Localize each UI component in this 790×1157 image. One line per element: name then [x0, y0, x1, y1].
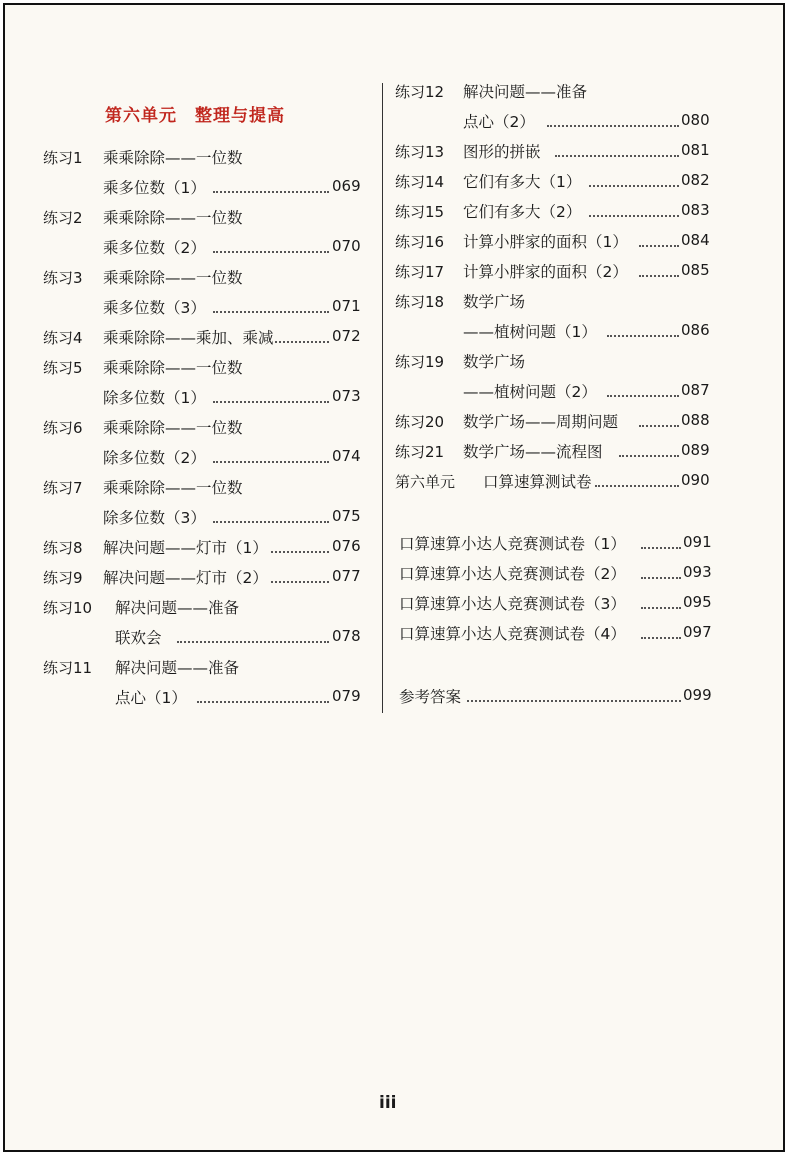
toc-entry-number: 第六单元: [395, 473, 456, 491]
toc-entry-title: 它们有多大（1）: [463, 173, 582, 191]
toc-entry-number: 练习21: [395, 443, 445, 461]
column-divider: [382, 83, 383, 713]
toc-entry-page: 071: [332, 297, 361, 315]
toc-entry-page: 081: [681, 141, 710, 159]
toc-entry-number: 练习1: [43, 149, 83, 167]
toc-entry-page: 093: [683, 563, 712, 581]
toc-entry-number: 练习9: [43, 569, 83, 587]
dot-leader: [213, 461, 329, 463]
toc-entry-number: 练习6: [43, 419, 83, 437]
toc-entry-page: 082: [681, 171, 710, 189]
toc-entry-title-cont: 乘多位数（2）: [103, 239, 206, 257]
toc-entry-page: 086: [681, 321, 710, 339]
toc-entry-title: 乘乘除除——一位数: [103, 209, 243, 227]
dot-leader: [589, 215, 679, 217]
toc-entry-title: 数学广场: [463, 293, 526, 311]
toc-entry-title: 图形的拼嵌: [463, 143, 541, 161]
toc-entry-page: 085: [681, 261, 710, 279]
toc-entry-title: 乘乘除除——一位数: [103, 359, 243, 377]
toc-entry-page: 090: [681, 471, 710, 489]
unit-title-name: 整理与提高: [195, 106, 285, 126]
toc-entry-title-cont: 点心（2）: [463, 113, 535, 131]
dot-leader: [177, 641, 329, 643]
toc-entry-title-cont: 点心（1）: [115, 689, 187, 707]
toc-entry-page: 070: [332, 237, 361, 255]
toc-entry-page: 097: [683, 623, 712, 641]
toc-entry-page: 073: [332, 387, 361, 405]
toc-entry-page: 083: [681, 201, 710, 219]
dot-leader: [641, 547, 681, 549]
toc-entry-number: 练习20: [395, 413, 445, 431]
toc-entry-title: 解决问题——灯市（2）: [103, 569, 268, 587]
toc-entry-title-cont: 除多位数（1）: [103, 389, 206, 407]
toc-entry-page: 095: [683, 593, 712, 611]
toc-entry-number: 练习2: [43, 209, 83, 227]
unit-title: [105, 101, 285, 126]
toc-entry-page: 072: [332, 327, 361, 345]
toc-entry-page: 077: [332, 567, 361, 585]
dot-leader: [467, 700, 681, 702]
toc-entry-title: 口算速算小达人竞赛测试卷（1）: [399, 535, 626, 553]
toc-entry-number: 练习4: [43, 329, 83, 347]
toc-entry-number: 练习10: [43, 599, 93, 617]
toc-page: [3, 3, 785, 1152]
toc-entry-title: 计算小胖家的面积（1）: [463, 233, 628, 251]
toc-entry-page: 088: [681, 411, 710, 429]
toc-entry-title: 乘乘除除——一位数: [103, 149, 243, 167]
toc-entry-number: 练习12: [395, 83, 445, 101]
toc-entry-title: 乘乘除除——一位数: [103, 269, 243, 287]
unit-title-number: 第六单元: [105, 106, 177, 126]
toc-entry-page: 080: [681, 111, 710, 129]
toc-entry-title: 解决问题——灯市（1）: [103, 539, 268, 557]
dot-leader: [607, 335, 679, 337]
toc-entry-title: 它们有多大（2）: [463, 203, 582, 221]
toc-entry-number: 练习5: [43, 359, 83, 377]
dot-leader: [641, 607, 681, 609]
dot-leader: [619, 455, 679, 457]
toc-entry-number: 练习17: [395, 263, 445, 281]
toc-entry-page: 075: [332, 507, 361, 525]
toc-entry-title: 解决问题——准备: [463, 83, 588, 101]
toc-entry-number: 练习19: [395, 353, 445, 371]
toc-entry-title: 口算速算小达人竞赛测试卷（4）: [399, 625, 626, 643]
dot-leader: [271, 551, 329, 553]
toc-entry-title-cont: 除多位数（3）: [103, 509, 206, 527]
toc-entry-title: 数学广场——流程图: [463, 443, 603, 461]
toc-entry-page: 084: [681, 231, 710, 249]
toc-entry-title: 乘乘除除——一位数: [103, 419, 243, 437]
toc-entry-page: 074: [332, 447, 361, 465]
dot-leader: [213, 191, 329, 193]
toc-entry-page: 079: [332, 687, 361, 705]
dot-leader: [639, 245, 679, 247]
toc-entry-title: 解决问题——准备: [115, 659, 240, 677]
toc-entry-number: 练习18: [395, 293, 445, 311]
page-folio: iii: [379, 1093, 397, 1113]
toc-entry-page: 076: [332, 537, 361, 555]
toc-entry-title: 乘乘除除——乘加、乘减: [103, 329, 274, 347]
toc-entry-number: 练习3: [43, 269, 83, 287]
dot-leader: [589, 185, 679, 187]
toc-entry-title: 口算速算测试卷: [483, 473, 592, 491]
toc-entry-title: 乘乘除除——一位数: [103, 479, 243, 497]
dot-leader: [641, 577, 681, 579]
dot-leader: [639, 275, 679, 277]
dot-leader: [213, 401, 329, 403]
dot-leader: [595, 485, 679, 487]
toc-entry-title-cont: ——植树问题（2）: [463, 383, 597, 401]
toc-entry-title: 口算速算小达人竞赛测试卷（3）: [399, 595, 626, 613]
toc-entry-number: 练习15: [395, 203, 445, 221]
toc-entry-title: 数学广场: [463, 353, 526, 371]
toc-entry-page: 087: [681, 381, 710, 399]
toc-entry-number: 练习14: [395, 173, 445, 191]
toc-entry-title-cont: 联欢会: [115, 629, 162, 647]
toc-entry-title: 数学广场——周期问题: [463, 413, 619, 431]
dot-leader: [213, 251, 329, 253]
dot-leader: [271, 581, 329, 583]
toc-entry-title-cont: 乘多位数（3）: [103, 299, 206, 317]
dot-leader: [607, 395, 679, 397]
dot-leader: [197, 701, 329, 703]
toc-entry-title: 计算小胖家的面积（2）: [463, 263, 628, 281]
toc-entry-title: 口算速算小达人竞赛测试卷（2）: [399, 565, 626, 583]
dot-leader: [555, 155, 679, 157]
toc-entry-title: 参考答案: [399, 688, 462, 706]
toc-entry-page: 069: [332, 177, 361, 195]
dot-leader: [639, 425, 679, 427]
dot-leader: [275, 341, 329, 343]
toc-entry-page: 099: [683, 686, 712, 704]
toc-entry-number: 练习11: [43, 659, 93, 677]
toc-entry-number: 练习16: [395, 233, 445, 251]
toc-entry-number: 练习8: [43, 539, 83, 557]
toc-entry-title-cont: 除多位数（2）: [103, 449, 206, 467]
toc-entry-title: 解决问题——准备: [115, 599, 240, 617]
dot-leader: [213, 311, 329, 313]
dot-leader: [641, 637, 681, 639]
toc-entry-number: 练习7: [43, 479, 83, 497]
toc-entry-number: 练习13: [395, 143, 445, 161]
toc-entry-page: 078: [332, 627, 361, 645]
toc-entry-page: 091: [683, 533, 712, 551]
dot-leader: [547, 125, 679, 127]
dot-leader: [213, 521, 329, 523]
toc-entry-title-cont: ——植树问题（1）: [463, 323, 597, 341]
toc-entry-title-cont: 乘多位数（1）: [103, 179, 206, 197]
toc-entry-page: 089: [681, 441, 710, 459]
